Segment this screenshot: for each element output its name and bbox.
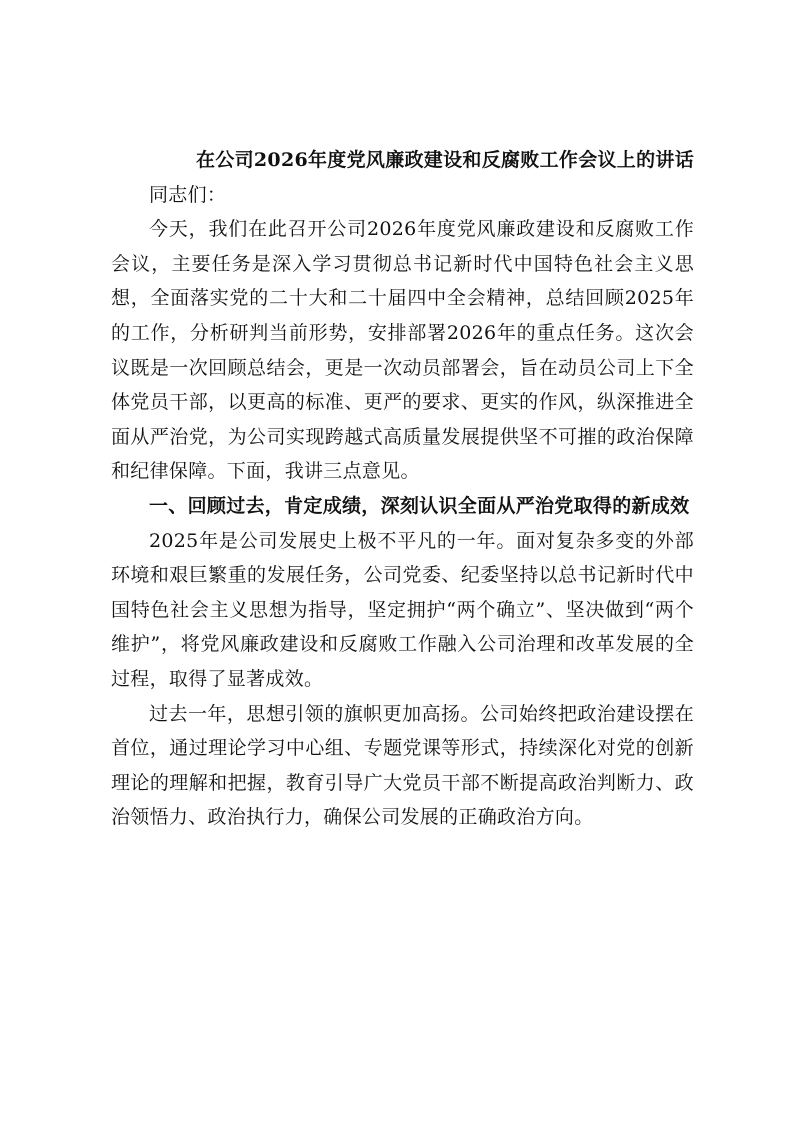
- salutation: 同志们：: [149, 183, 227, 206]
- document-title: 在公司2026年度党风廉政建设和反腐败工作会议上的讲话: [196, 149, 694, 171]
- document-body: [111, 143, 694, 835]
- intro-paragraph: 今天，我们在此召开公司2026年度党风廉政建设和反腐败工作会议，主要任务是深入学习贯彻总书记新时代中国特色社会主义思想，全面落实党的二十大和二十届四中全会精神，总结回顾2025年的工作，分析研判当前形势，安排部署2026年的重点任务。这次会议既是一次回顾总结会，更是一次动员部署会，旨在动员公司上下全体党员干部，以更高的标准、更严的要求、更实的作风，纵深推进全面从严治党，为公司实现跨越式高质量发展提供坚不可摧的政治保障和纪律保障。下面，我讲三点意见。: [111, 218, 694, 483]
- section1-paragraph-1: 2025年是公司发展史上极不平凡的一年。面对复杂多变的外部环境和艰巨繁重的发展任务，公司党委、纪委坚持以总书记新时代中国特色社会主义思想为指导，坚定拥护“两个确立”、坚决做到“两个维护”，将党风廉政建设和反腐败工作融入公司治理和改革发展的全过程，取得了显著成效。: [111, 529, 694, 690]
- section1-paragraph-2: 过去一年，思想引领的旗帜更加高扬。公司始终把政治建设摆在首位，通过理论学习中心组、专题党课等形式，持续深化对党的创新理论的理解和把握，教育引导广大党员干部不断提高政治判断力、政治领悟力、政治执行力，确保公司发展的正确政治方向。: [111, 702, 694, 829]
- section-heading-1: 一、回顾过去，肯定成绩，深刻认识全面从严治党取得的新成效: [149, 494, 690, 517]
